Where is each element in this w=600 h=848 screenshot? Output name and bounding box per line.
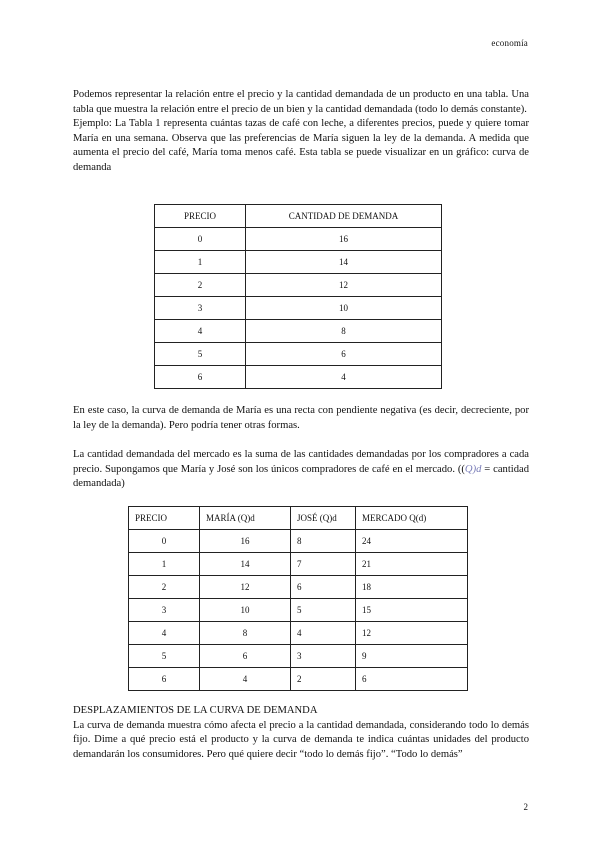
table-cell: 18: [356, 576, 468, 599]
curve-explanation: [73, 404, 529, 433]
table-cell: 14: [200, 553, 291, 576]
table-cell: 5: [155, 343, 246, 366]
table-cell: 2: [129, 576, 200, 599]
shifts-section: [73, 704, 529, 762]
table-cell: 0: [129, 530, 200, 553]
table-row: [129, 576, 468, 599]
table-cell: 8: [200, 622, 291, 645]
table-cell: 12: [356, 622, 468, 645]
running-header: economía: [491, 38, 528, 48]
market-section: [73, 448, 529, 492]
table-cell: 9: [356, 645, 468, 668]
table-cell: 14: [246, 251, 442, 274]
qd-symbol: Q)d: [464, 463, 482, 475]
table-cell: 8: [246, 320, 442, 343]
table-row: [129, 622, 468, 645]
market-paragraph: [73, 448, 529, 492]
table-cell: 21: [356, 553, 468, 576]
section-paragraph: La curva de demanda muestra cómo afecta el precio a la cantidad demandada, considerando todo lo demás fijo. Dime a qué precio está el producto y la curva de demanda te indica cuántas unidades del producto demandarán los consumidores. Pero qué quiere decir “todo lo demás fijo”. “Todo lo demás”: [73, 719, 529, 760]
table-cell: 4: [200, 668, 291, 691]
header-cell: JOSÉ (Q)d: [291, 507, 356, 530]
market-text-end: = cantidad demandada): [73, 463, 530, 490]
demand-table: [154, 204, 442, 389]
table-row: [155, 251, 442, 274]
table-cell: 1: [155, 251, 246, 274]
table-cell: 2: [291, 668, 356, 691]
table-header-row: [129, 507, 468, 530]
intro-paragraph-1: Podemos representar la relación entre el precio y la cantidad demandada de un producto en una tabla. Una tabla que muestra la relación entre el precio de un bien y la cantidad demandada (todo lo demás constante).: [73, 89, 529, 115]
table-cell: 7: [291, 553, 356, 576]
table-cell: 4: [129, 622, 200, 645]
table-cell: 4: [246, 366, 442, 389]
market-demand-table: [128, 506, 468, 691]
header-cell: PRECIO: [155, 205, 246, 228]
table-cell: 6: [200, 645, 291, 668]
table-cell: 12: [246, 274, 442, 297]
table-cell: 16: [246, 228, 442, 251]
table-cell: 3: [155, 297, 246, 320]
table-cell: 10: [200, 599, 291, 622]
table-cell: 3: [129, 599, 200, 622]
table-row: [155, 343, 442, 366]
table-cell: 24: [356, 530, 468, 553]
table-row: [129, 645, 468, 668]
table-row: [129, 530, 468, 553]
section-heading: DESPLAZAMIENTOS DE LA CURVA DE DEMANDA: [73, 705, 318, 716]
table-cell: 10: [246, 297, 442, 320]
table-cell: 2: [155, 274, 246, 297]
header-cell: CANTIDAD DE DEMANDA: [246, 205, 442, 228]
header-cell: MARÍA (Q)d: [200, 507, 291, 530]
table-cell: 1: [129, 553, 200, 576]
table-cell: 12: [200, 576, 291, 599]
table-row: [155, 274, 442, 297]
table-cell: 6: [246, 343, 442, 366]
table-row: [155, 366, 442, 389]
table-cell: 5: [129, 645, 200, 668]
table-row: [155, 297, 442, 320]
table-row: [155, 320, 442, 343]
table-cell: 6: [291, 576, 356, 599]
table-row: [129, 553, 468, 576]
header-cell: MERCADO Q(d): [356, 507, 468, 530]
table-row: [155, 228, 442, 251]
table-cell: 6: [356, 668, 468, 691]
page-number: 2: [523, 802, 528, 812]
table-cell: 6: [155, 366, 246, 389]
header-cell: PRECIO: [129, 507, 200, 530]
table-cell: 6: [129, 668, 200, 691]
table-cell: 3: [291, 645, 356, 668]
table-cell: 16: [200, 530, 291, 553]
curve-paragraph: En este caso, la curva de demanda de María es una recta con pendiente negativa (es decir, decreciente, por la ley de la demanda). Pero podría tener otras formas.: [73, 405, 529, 431]
table-cell: 8: [291, 530, 356, 553]
table-cell: 15: [356, 599, 468, 622]
intro-paragraph-2: Ejemplo: La Tabla 1 representa cuántas tazas de café con leche, a diferentes precios, puede y quiere tomar María en una semana. Observa que las preferencias de María siguen la ley de la demanda. A medida que aumenta el precio del café, María toma menos café. Esta tabla se puede visualizar en un gráfico: curva de demanda: [73, 118, 529, 173]
table-cell: 0: [155, 228, 246, 251]
market-text: La cantidad demandada del mercado es la suma de las cantidades demandadas por los compradores a cada precio. Supongamos que María y José son los únicos compradores de café en el mercado. ((: [73, 449, 529, 475]
table-cell: 5: [291, 599, 356, 622]
table-header-row: [155, 205, 442, 228]
table-row: [129, 599, 468, 622]
intro-section: [73, 88, 529, 176]
table-cell: 4: [291, 622, 356, 645]
table-row: [129, 668, 468, 691]
table-cell: 4: [155, 320, 246, 343]
